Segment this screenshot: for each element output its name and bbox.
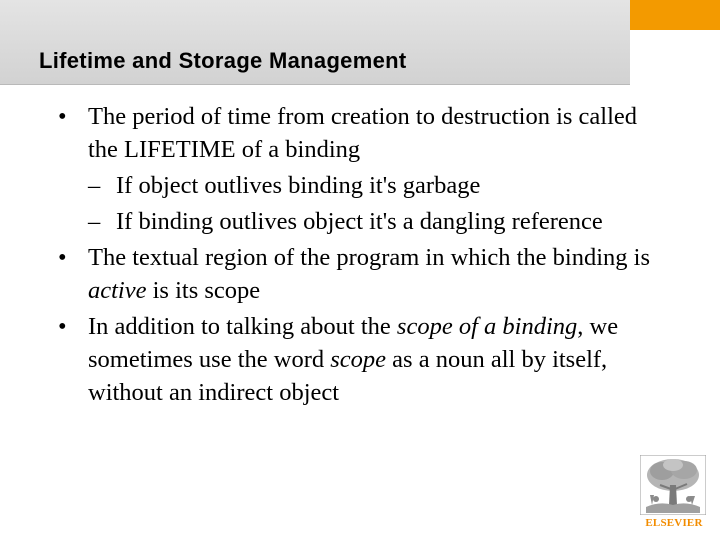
bullet-emphasis: active <box>88 277 147 304</box>
bullet-emphasis: scope of a binding <box>396 313 578 340</box>
subbullet-mark: – <box>88 172 101 199</box>
subbullet-text: If object outlives binding it's garbage <box>116 172 481 199</box>
bullet-text-part: as a noun all by itself, without an indirect object <box>88 346 608 406</box>
subbullet-mark: – <box>88 208 101 235</box>
accent-bar-white <box>630 30 720 84</box>
bullet-emphasis: scope <box>330 346 387 373</box>
bullet-scope-noun <box>56 310 666 409</box>
bullet-text-part: In addition to talking about the <box>88 313 397 340</box>
subbullet-text: If binding outlives object it's a dangling reference <box>116 208 603 235</box>
subbullet-garbage <box>56 169 666 202</box>
elsevier-wordmark: ELSEVIER <box>645 517 703 529</box>
bullet-mark: • <box>58 244 67 271</box>
title-bar <box>0 0 630 85</box>
bullet-text-part: , we sometimes use the word <box>88 313 619 373</box>
bullet-text-part: is its scope <box>146 277 261 304</box>
bullet-mark: • <box>58 313 67 340</box>
bullet-text-part: The textual region of the program in which the binding is <box>88 244 651 271</box>
subbullet-dangling <box>56 205 666 238</box>
bullet-text: The period of time from creation to destruction is called the LIFETIME of a binding <box>88 103 638 163</box>
elsevier-logo <box>636 455 712 537</box>
elsevier-tree-icon <box>640 455 706 515</box>
bullet-scope <box>56 241 666 307</box>
bullet-lifetime <box>56 100 666 166</box>
slide-body <box>56 100 666 412</box>
slide-title: Lifetime and Storage Management <box>39 48 407 73</box>
accent-bar-orange <box>630 0 720 30</box>
bullet-mark: • <box>58 103 67 130</box>
